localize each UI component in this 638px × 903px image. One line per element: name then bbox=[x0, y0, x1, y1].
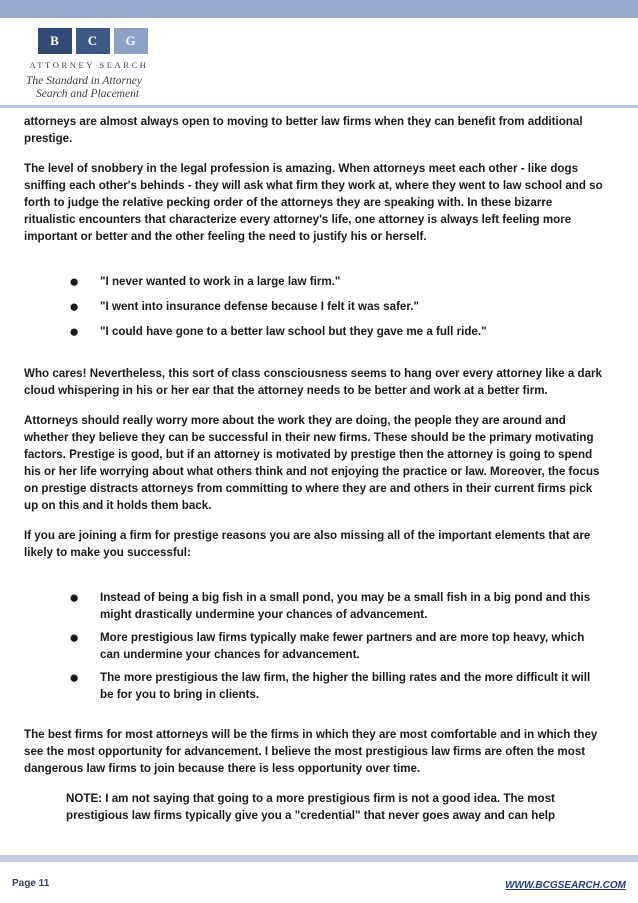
logo-tagline bbox=[26, 75, 176, 101]
logo-tagline-line-2: Search and Placement bbox=[36, 88, 140, 100]
list-item bbox=[24, 629, 606, 663]
paragraph-joining: If you are joining a firm for prestige reasons you are also missing all of the important elements that are likely to make you successful: bbox=[24, 529, 591, 559]
paragraph-who-cares: Who cares! Nevertheless, this sort of class consciousness seems to hang over every attorney like a dark cloud whispering in his or her ear that the attorney needs to be better and work at a better firm. bbox=[24, 367, 602, 397]
logo-letter-c: C bbox=[76, 28, 110, 54]
bullet-icon: ● bbox=[69, 297, 80, 316]
list-item bbox=[24, 669, 606, 703]
header-bar bbox=[0, 0, 638, 18]
quote-text: "I never wanted to work in a large law firm." bbox=[100, 275, 341, 288]
paragraph-snobbery: The level of snobbery in the legal profession is amazing. When attorneys meet each other - like dogs sniffing each other's behinds - they will ask what firm they work at, where they went to law school and so forth to judge the relative pecking order of the attorneys they are speaking with. In these bizarre ritualistic encounters that characterize every attorney's life, one attorney is always left feeling more important or better and the other feeling the need to justify his or herself. bbox=[24, 162, 603, 243]
list-item bbox=[24, 273, 606, 290]
bullet-icon: ● bbox=[69, 272, 80, 291]
bullet-icon: ● bbox=[69, 588, 80, 607]
point-text: Instead of being a big fish in a small pond, you may be a small fish in a big pond and this might drastically undermine your chances of advancement. bbox=[100, 591, 591, 621]
quote-list bbox=[24, 273, 606, 340]
paragraph-intro: attorneys are almost always open to moving to better law firms when they can benefit from additional prestige. bbox=[24, 115, 583, 145]
list-item bbox=[24, 323, 606, 340]
list-item bbox=[24, 589, 606, 623]
paragraph-worry: Attorneys should really worry more about the work they are doing, the people they are around and whether they believe they can be successful in their new firms. These should be the primary motivating factors. Prestige is good, but if an attorney is motivated by prestige then the attorney is going to spend his or her life worrying about what others think and not enjoying the practice or law. Moreover, the focus on prestige distracts attorneys from committing to where they are and others in their current firms pick up on this and it holds them back. bbox=[24, 414, 600, 512]
quote-text: "I went into insurance defense because I felt it was safer." bbox=[100, 300, 419, 313]
point-list bbox=[24, 589, 606, 703]
website-link[interactable]: WWW.BCGSEARCH.COM bbox=[505, 880, 626, 891]
logo-tagline-line-1: The Standard in Attorney bbox=[26, 75, 142, 87]
bullet-icon: ● bbox=[69, 668, 80, 687]
logo-letter-g: G bbox=[114, 28, 148, 54]
header-rule bbox=[0, 105, 638, 108]
article-body bbox=[24, 113, 606, 824]
paragraph-best-firms: The best firms for most attorneys will be the firms in which they are most comfortable and in which they see the most opportunity for advancement. I believe the most prestigious law firms are often the most dangerous law firms to join because there is less opportunity over time. bbox=[24, 728, 598, 775]
quote-text: "I could have gone to a better law school but they gave me a full ride." bbox=[100, 325, 487, 338]
logo-subtitle: ATTORNEY SEARCH bbox=[29, 60, 149, 70]
point-text: The more prestigious the law firm, the higher the billing rates and the more difficult it will be for you to bring in clients. bbox=[100, 671, 591, 701]
logo-letter-b: B bbox=[38, 28, 72, 54]
note-paragraph: NOTE: I am not saying that going to a more prestigious firm is not a good idea. The most prestigious law firms typically give you a "credential" that never goes away and can help bbox=[66, 792, 556, 822]
point-text: More prestigious law firms typically make fewer partners and are more top heavy, which can undermine your chances for advancement. bbox=[100, 631, 585, 661]
list-item bbox=[24, 298, 606, 315]
bullet-icon: ● bbox=[69, 322, 80, 341]
page-number: Page 11 bbox=[12, 878, 50, 889]
bullet-icon: ● bbox=[69, 628, 80, 647]
logo-boxes bbox=[38, 28, 152, 54]
footer-rule bbox=[0, 855, 638, 862]
